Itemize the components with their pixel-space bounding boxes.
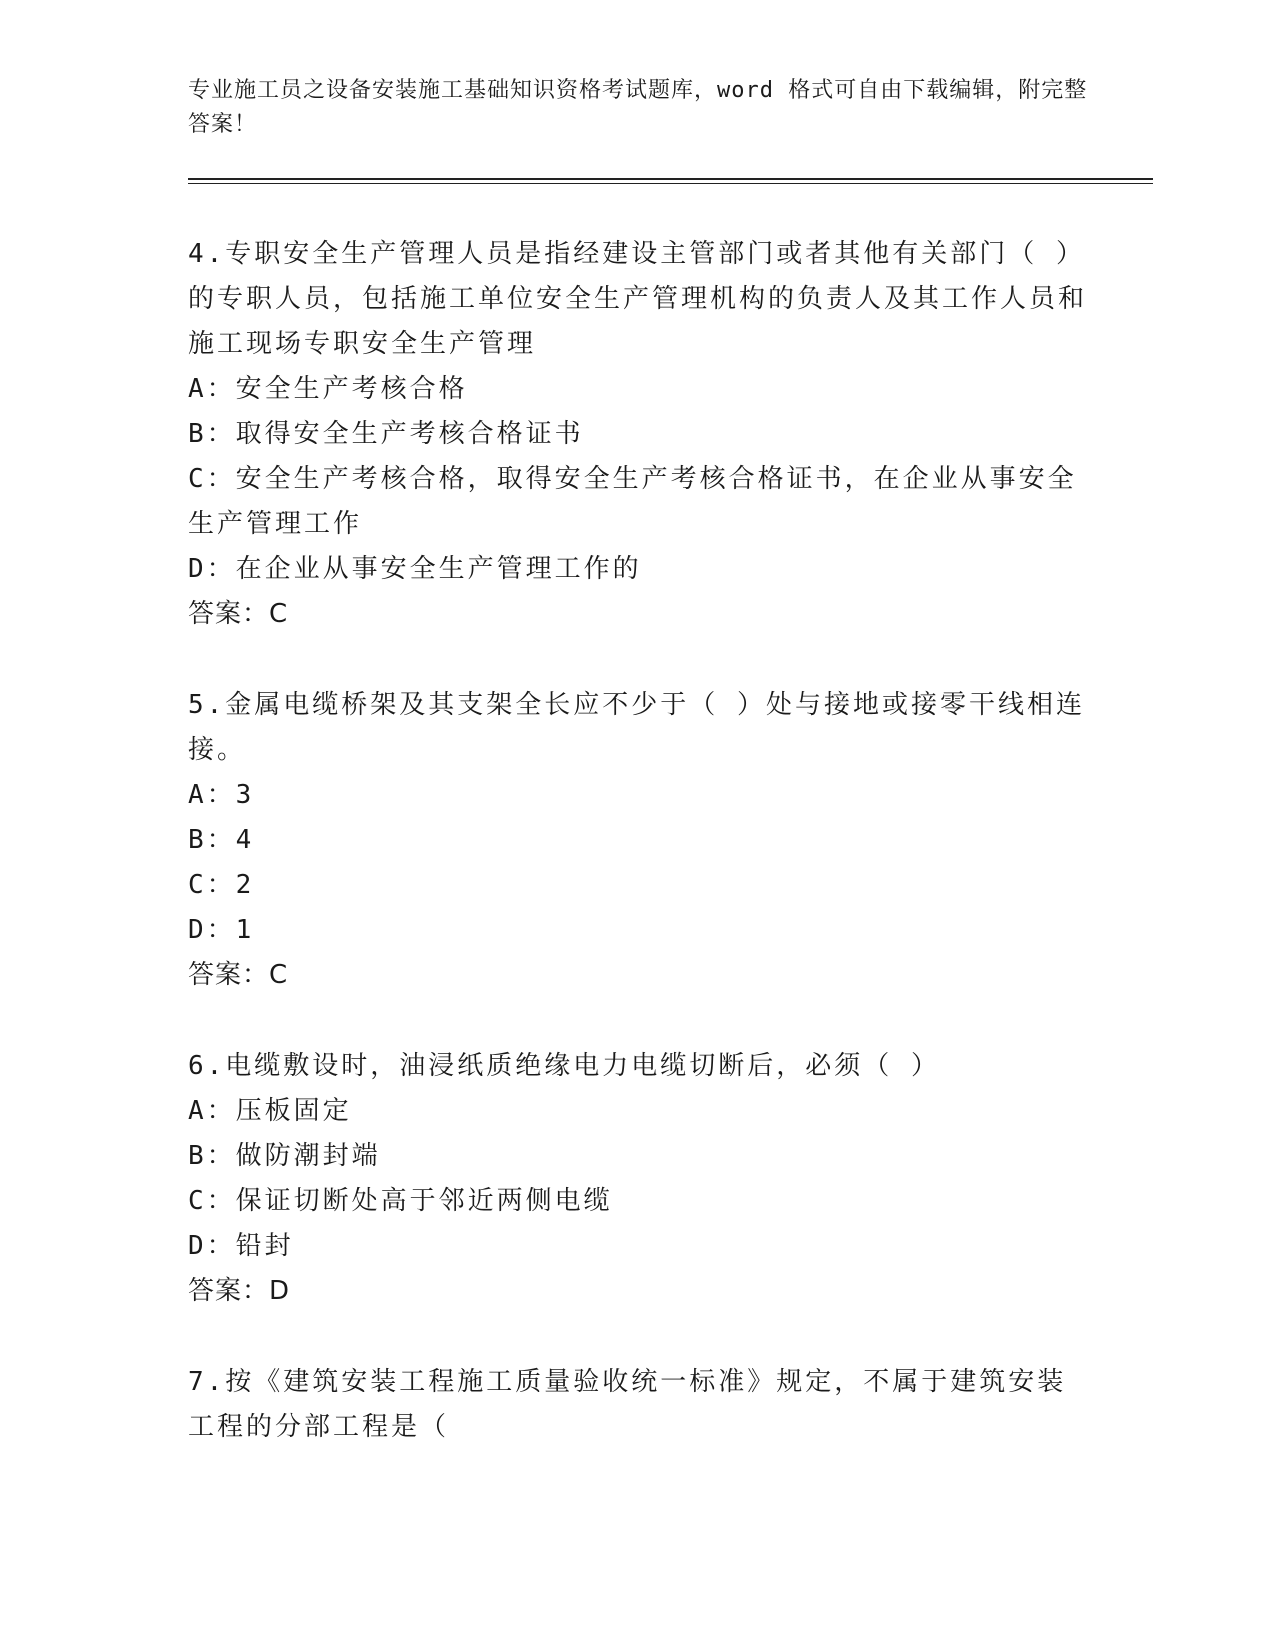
question-4 — [188, 232, 1088, 637]
option-a: A：压板固定 — [188, 1096, 352, 1126]
header-divider-thin — [188, 183, 1153, 184]
answer: 答案：C — [188, 599, 289, 629]
option-d: D：铅封 — [188, 1231, 294, 1261]
option-b: B：做防潮封端 — [188, 1141, 381, 1171]
option-c: C：安全生产考核合格，取得安全生产考核合格证书，在企业从事安全生产管理工作 — [188, 464, 1077, 539]
question-5 — [188, 683, 1088, 998]
question-stem: 5.金属电缆桥架及其支架全长应不少于（ ）处与接地或接零干线相连接。 — [188, 690, 1085, 765]
option-b: B：取得安全生产考核合格证书 — [188, 419, 584, 449]
option-a: A：安全生产考核合格 — [188, 374, 468, 404]
document-header: 专业施工员之设备安装施工基础知识资格考试题库，word 格式可自由下载编辑，附完整答案！ — [188, 78, 1088, 137]
question-7 — [188, 1360, 1088, 1450]
question-6 — [188, 1044, 1088, 1314]
option-d: D：1 — [188, 915, 255, 945]
option-b: B：4 — [188, 825, 255, 855]
question-list — [188, 232, 1088, 1496]
answer: 答案：C — [188, 960, 289, 990]
question-stem: 7.按《建筑安装工程施工质量验收统一标准》规定，不属于建筑安装工程的分部工程是（ — [188, 1367, 1067, 1442]
option-c: C：保证切断处高于邻近两侧电缆 — [188, 1186, 613, 1216]
header-divider-thick — [188, 178, 1153, 180]
option-d: D：在企业从事安全生产管理工作的 — [188, 554, 642, 584]
question-stem: 6.电缆敷设时，油浸纸质绝缘电力电缆切断后，必须（ ） — [188, 1051, 940, 1081]
option-c: C：2 — [188, 870, 255, 900]
option-a: A：3 — [188, 780, 255, 810]
question-stem: 4.专职安全生产管理人员是指经建设主管部门或者其他有关部门（ ）的专职人员，包括施工单位安全生产管理机构的负责人及其工作人员和施工现场专职安全生产管理 — [188, 239, 1088, 359]
answer: 答案：D — [188, 1276, 291, 1306]
